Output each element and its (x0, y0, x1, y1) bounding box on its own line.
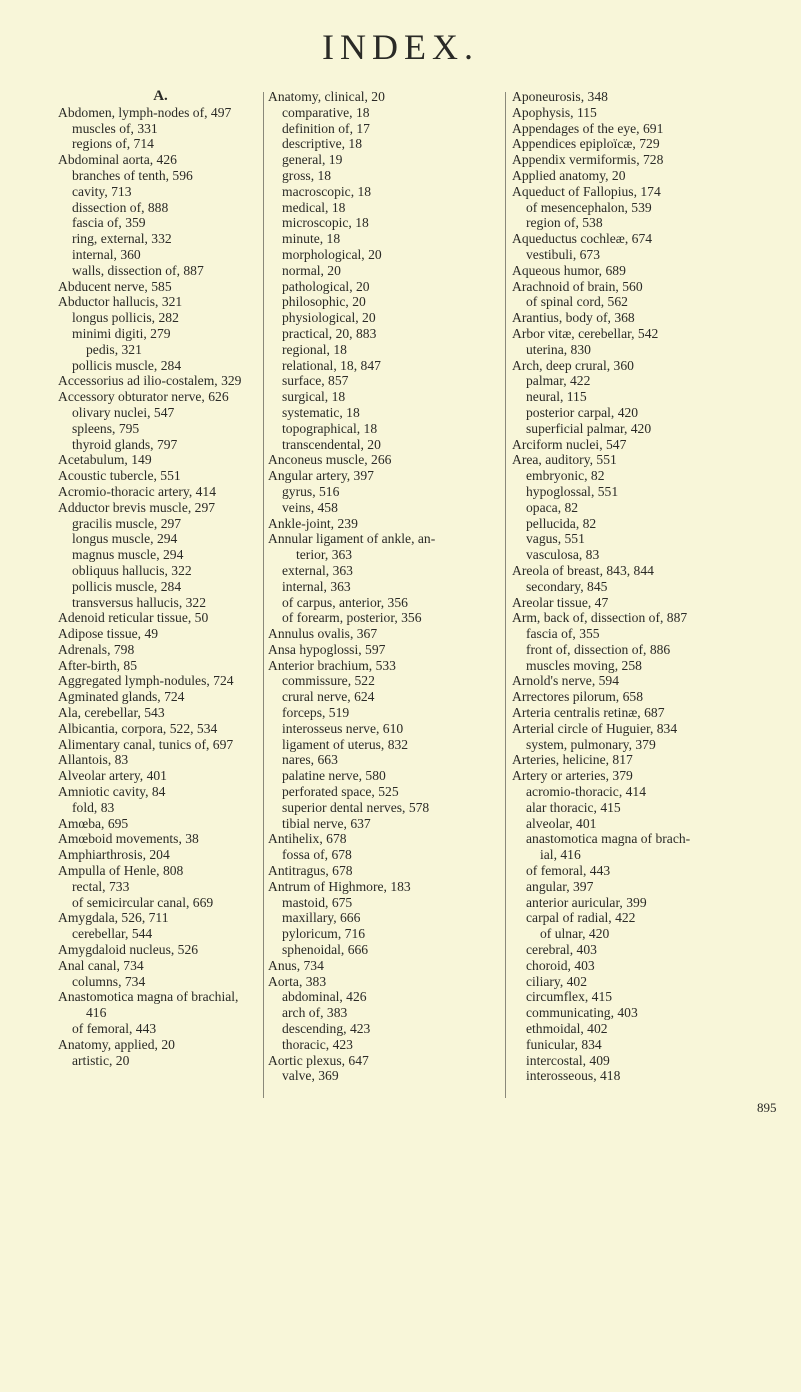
index-entry: interosseus nerve, 610 (282, 720, 404, 736)
index-entry: funicular, 834 (526, 1036, 602, 1052)
index-entry: surface, 857 (282, 373, 349, 389)
index-entry: After-birth, 85 (58, 657, 138, 673)
index-entry: minute, 18 (282, 231, 341, 247)
index-entry: uterina, 830 (526, 341, 591, 357)
index-entry: Aortic plexus, 647 (268, 1052, 369, 1068)
index-entry: 416 (86, 1005, 107, 1021)
index-entry: fossa of, 678 (282, 847, 352, 863)
index-entry: columns, 734 (72, 973, 146, 989)
index-entry: thyroid glands, 797 (72, 436, 178, 452)
index-entry: posterior carpal, 420 (526, 404, 639, 420)
index-entry: Aqueductus cochleæ, 674 (512, 231, 653, 247)
index-entry: walls, dissection of, 887 (72, 262, 204, 278)
index-entry: Ankle-joint, 239 (268, 515, 358, 531)
index-entry: Aqueduct of Fallopius, 174 (512, 183, 661, 199)
index-entry: Aorta, 383 (268, 973, 327, 989)
index-entry: Abdomen, lymph-nodes of, 497 (58, 104, 232, 120)
index-entry: Abdominal aorta, 426 (58, 152, 177, 168)
column-divider (505, 92, 506, 1098)
index-entry: spleens, 795 (72, 420, 140, 436)
index-entry: Adrenals, 798 (58, 641, 135, 657)
index-entry: olivary nuclei, 547 (72, 404, 175, 420)
index-entry: longus muscle, 294 (72, 531, 178, 547)
index-entry: muscles of, 331 (72, 120, 158, 136)
index-entry: of spinal cord, 562 (526, 294, 628, 310)
index-entry: Accessorius ad ilio-costalem, 329 (58, 373, 242, 389)
index-entry: surgical, 18 (282, 389, 346, 405)
index-entry: Arrectores pilorum, 658 (512, 689, 643, 705)
index-entry: vestibuli, 673 (526, 246, 601, 262)
index-entry: carpal of radial, 422 (526, 910, 636, 926)
index-column-2 (268, 89, 500, 1084)
index-entry: Accessory obturator nerve, 626 (58, 389, 229, 405)
index-entry: veins, 458 (282, 499, 338, 515)
page-title: INDEX. (322, 27, 479, 67)
index-entry: angular, 397 (526, 878, 594, 894)
index-entry: branches of tenth, 596 (72, 167, 193, 183)
index-entry: pathological, 20 (282, 278, 370, 294)
index-entry: anastomotica magna of brach- (526, 831, 691, 847)
index-entry: transcendental, 20 (282, 436, 381, 452)
index-entry: Abducent nerve, 585 (58, 278, 172, 294)
index-entry: Appendages of the eye, 691 (512, 120, 664, 136)
index-entry: secondary, 845 (526, 578, 608, 594)
index-entry: Anus, 734 (268, 957, 324, 973)
index-entry: Alveolar artery, 401 (58, 768, 167, 784)
index-entry: communicating, 403 (526, 1005, 638, 1021)
index-entry: Arciform nuclei, 547 (512, 436, 627, 452)
index-entry: ciliary, 402 (526, 973, 588, 989)
index-entry: Ansa hypoglossi, 597 (268, 641, 386, 657)
index-entry: Aqueous humor, 689 (512, 262, 626, 278)
index-entry: tibial nerve, 637 (282, 815, 371, 831)
index-entry: Acromio-thoracic artery, 414 (58, 483, 217, 499)
index-entry: Acoustic tubercle, 551 (58, 468, 181, 484)
index-entry: Adipose tissue, 49 (58, 626, 159, 642)
index-entry: Adenoid reticular tissue, 50 (58, 610, 209, 626)
index-entry: vasculosa, 83 (526, 547, 600, 563)
index-entry: maxillary, 666 (282, 910, 361, 926)
index-entry: mastoid, 675 (282, 894, 353, 910)
index-entry: regions of, 714 (72, 136, 154, 152)
index-entry: commissure, 522 (282, 673, 375, 689)
index-entry: pollicis muscle, 284 (72, 578, 182, 594)
index-entry: Adductor brevis muscle, 297 (58, 499, 216, 515)
column-divider (263, 92, 264, 1098)
index-entry: Anatomy, applied, 20 (58, 1036, 175, 1052)
index-entry: Appendices epiploïcæ, 729 (512, 136, 660, 152)
index-entry: muscles moving, 258 (526, 657, 642, 673)
index-entry: of femoral, 443 (526, 863, 611, 879)
index-entry: perforated space, 525 (282, 784, 399, 800)
index-entry: pyloricum, 716 (282, 926, 366, 942)
index-entry: crural nerve, 624 (282, 689, 375, 705)
index-entry: cavity, 713 (72, 183, 132, 199)
index-entry: Allantois, 83 (58, 752, 129, 768)
index-entry: descriptive, 18 (282, 136, 363, 152)
index-entry: cerebral, 403 (526, 942, 597, 958)
index-entry: regional, 18 (282, 341, 347, 357)
index-entry: Apophysis, 115 (512, 104, 597, 120)
index-entry: Amygdaloid nucleus, 526 (58, 942, 199, 958)
index-entry: Ala, cerebellar, 543 (58, 705, 165, 721)
index-entry: microscopic, 18 (282, 215, 369, 231)
index-entry: Agminated glands, 724 (58, 689, 185, 705)
index-entry: of mesencephalon, 539 (526, 199, 652, 215)
index-entry: Areola of breast, 843, 844 (512, 562, 654, 578)
index-entry: anterior auricular, 399 (526, 894, 647, 910)
index-entry: general, 19 (282, 152, 343, 168)
index-entry: Arnold's nerve, 594 (512, 673, 620, 689)
index-entry: of femoral, 443 (72, 1021, 157, 1037)
index-entry: front of, dissection of, 886 (526, 641, 671, 657)
index-entry: comparative, 18 (282, 104, 370, 120)
index-entry: Amniotic cavity, 84 (58, 784, 166, 800)
index-entry: cerebellar, 544 (72, 926, 153, 942)
index-entry: Arachnoid of brain, 560 (512, 278, 643, 294)
index-entry: Albicantia, corpora, 522, 534 (58, 720, 218, 736)
index-entry: Anterior brachium, 533 (268, 657, 396, 673)
index-entry: rectal, 733 (72, 878, 130, 894)
index-entry: transversus hallucis, 322 (72, 594, 207, 610)
index-entry: magnus muscle, 294 (72, 547, 184, 563)
index-entry: pedis, 321 (86, 341, 142, 357)
index-entry: Antihelix, 678 (268, 831, 347, 847)
index-entry: opaca, 82 (526, 499, 579, 515)
index-entry: Amœboid movements, 38 (58, 831, 199, 847)
index-entry: Annulus ovalis, 367 (268, 626, 378, 642)
index-entry: Aponeurosis, 348 (512, 89, 608, 104)
index-entry: longus pollicis, 282 (72, 310, 179, 326)
index-entry: fascia of, 355 (526, 626, 600, 642)
index-entry: systematic, 18 (282, 404, 360, 420)
index-entry: valve, 369 (282, 1068, 339, 1084)
index-entry: minimi digiti, 279 (72, 325, 171, 341)
index-entry: Alimentary canal, tunics of, 697 (58, 736, 234, 752)
page-number: 895 (757, 1100, 777, 1115)
index-entry: ligament of uterus, 832 (282, 736, 409, 752)
index-entry: forceps, 519 (282, 705, 350, 721)
index-entry: Arbor vitæ, cerebellar, 542 (512, 325, 659, 341)
index-entry: Arteries, helicine, 817 (512, 752, 633, 768)
section-letter: A. (153, 88, 168, 104)
index-entry: Amphiarthrosis, 204 (58, 847, 170, 863)
index-entry: gross, 18 (282, 167, 332, 183)
index-entry: vagus, 551 (526, 531, 585, 547)
index-entry: Artery or arteries, 379 (512, 768, 633, 784)
index-entry: neural, 115 (526, 389, 587, 405)
index-entry: of forearm, posterior, 356 (282, 610, 422, 626)
index-entry: of carpus, anterior, 356 (282, 594, 408, 610)
index-entry: pollicis muscle, 284 (72, 357, 182, 373)
index-entry: Areolar tissue, 47 (512, 594, 609, 610)
index-entry: alar thoracic, 415 (526, 799, 621, 815)
index-entry: gracilis muscle, 297 (72, 515, 182, 531)
index-entry: ial, 416 (540, 847, 581, 863)
index-entry: embryonic, 82 (526, 468, 605, 484)
index-entry: Arm, back of, dissection of, 887 (512, 610, 688, 626)
index-entry: descending, 423 (282, 1021, 371, 1037)
index-entry: Area, auditory, 551 (512, 452, 617, 468)
index-entry: Anconeus muscle, 266 (268, 452, 392, 468)
index-entry: physiological, 20 (282, 310, 376, 326)
index-entry: Angular artery, 397 (268, 468, 374, 484)
index-entry: Arch, deep crural, 360 (512, 357, 634, 373)
index-entry: palatine nerve, 580 (282, 768, 386, 784)
index-entry: Arterial circle of Huguier, 834 (512, 720, 678, 736)
index-entry: philosophic, 20 (282, 294, 366, 310)
index-entry: Acetabulum, 149 (58, 452, 152, 468)
index-entry: nares, 663 (282, 752, 338, 768)
index-entry: internal, 363 (282, 578, 351, 594)
index-entry: thoracic, 423 (282, 1036, 353, 1052)
index-entry: terior, 363 (296, 547, 353, 563)
index-entry: system, pulmonary, 379 (526, 736, 656, 752)
index-entry: superficial palmar, 420 (526, 420, 652, 436)
index-entry: palmar, 422 (526, 373, 591, 389)
index-entry: medical, 18 (282, 199, 346, 215)
index-entry: external, 363 (282, 562, 353, 578)
index-entry: fascia of, 359 (72, 215, 146, 231)
index-entry: internal, 360 (72, 246, 141, 262)
index-entry: Arantius, body of, 368 (512, 310, 635, 326)
index-entry: hypoglossal, 551 (526, 483, 619, 499)
index-entry: Anal canal, 734 (58, 957, 144, 973)
index-entry: alveolar, 401 (526, 815, 597, 831)
index-entry: intercostal, 409 (526, 1052, 610, 1068)
index-entry: Antrum of Highmore, 183 (268, 878, 411, 894)
index-entry: Anastomotica magna of brachial, (58, 989, 239, 1005)
index-entry: Amygdala, 526, 711 (58, 910, 169, 926)
index-entry: arch of, 383 (282, 1005, 348, 1021)
index-entry: obliquus hallucis, 322 (72, 562, 192, 578)
index-entry: Amœba, 695 (58, 815, 129, 831)
index-entry: superior dental nerves, 578 (282, 799, 430, 815)
index-entry: pellucida, 82 (526, 515, 597, 531)
index-entry: topographical, 18 (282, 420, 378, 436)
index-entry: artistic, 20 (72, 1052, 130, 1068)
index-entry: ring, external, 332 (72, 231, 172, 247)
index-entry: choroid, 403 (526, 957, 595, 973)
index-entry: of semicircular canal, 669 (72, 894, 214, 910)
index-entry: ethmoidal, 402 (526, 1021, 608, 1037)
index-entry: definition of, 17 (282, 120, 370, 136)
index-entry: region of, 538 (526, 215, 603, 231)
index-entry: fold, 83 (72, 799, 115, 815)
index-entry: Antitragus, 678 (268, 863, 353, 879)
index-entry: Applied anatomy, 20 (512, 167, 626, 183)
index-entry: gyrus, 516 (282, 483, 340, 499)
index-entry: Annular ligament of ankle, an- (268, 531, 436, 547)
index-entry: macroscopic, 18 (282, 183, 372, 199)
index-entry: interosseous, 418 (526, 1068, 621, 1084)
index-entry: of ulnar, 420 (540, 926, 610, 942)
index-column-3 (512, 89, 792, 1084)
index-entry: dissection of, 888 (72, 199, 169, 215)
index-entry: relational, 18, 847 (282, 357, 381, 373)
index-entry: abdominal, 426 (282, 989, 367, 1005)
index-entry: sphenoidal, 666 (282, 942, 369, 958)
index-entry: acromio-thoracic, 414 (526, 784, 647, 800)
index-entry: Ampulla of Henle, 808 (58, 863, 184, 879)
index-column-1 (58, 89, 263, 1068)
index-entry: Appendix vermiformis, 728 (512, 152, 664, 168)
index-entry: Arteria centralis retinæ, 687 (512, 705, 665, 721)
index-entry: Anatomy, clinical, 20 (268, 89, 385, 104)
index-entry: normal, 20 (282, 262, 341, 278)
index-entry: practical, 20, 883 (282, 325, 377, 341)
index-entry: morphological, 20 (282, 246, 382, 262)
index-entry: Aggregated lymph-nodules, 724 (58, 673, 234, 689)
index-entry: circumflex, 415 (526, 989, 613, 1005)
index-entry: Abductor hallucis, 321 (58, 294, 183, 310)
